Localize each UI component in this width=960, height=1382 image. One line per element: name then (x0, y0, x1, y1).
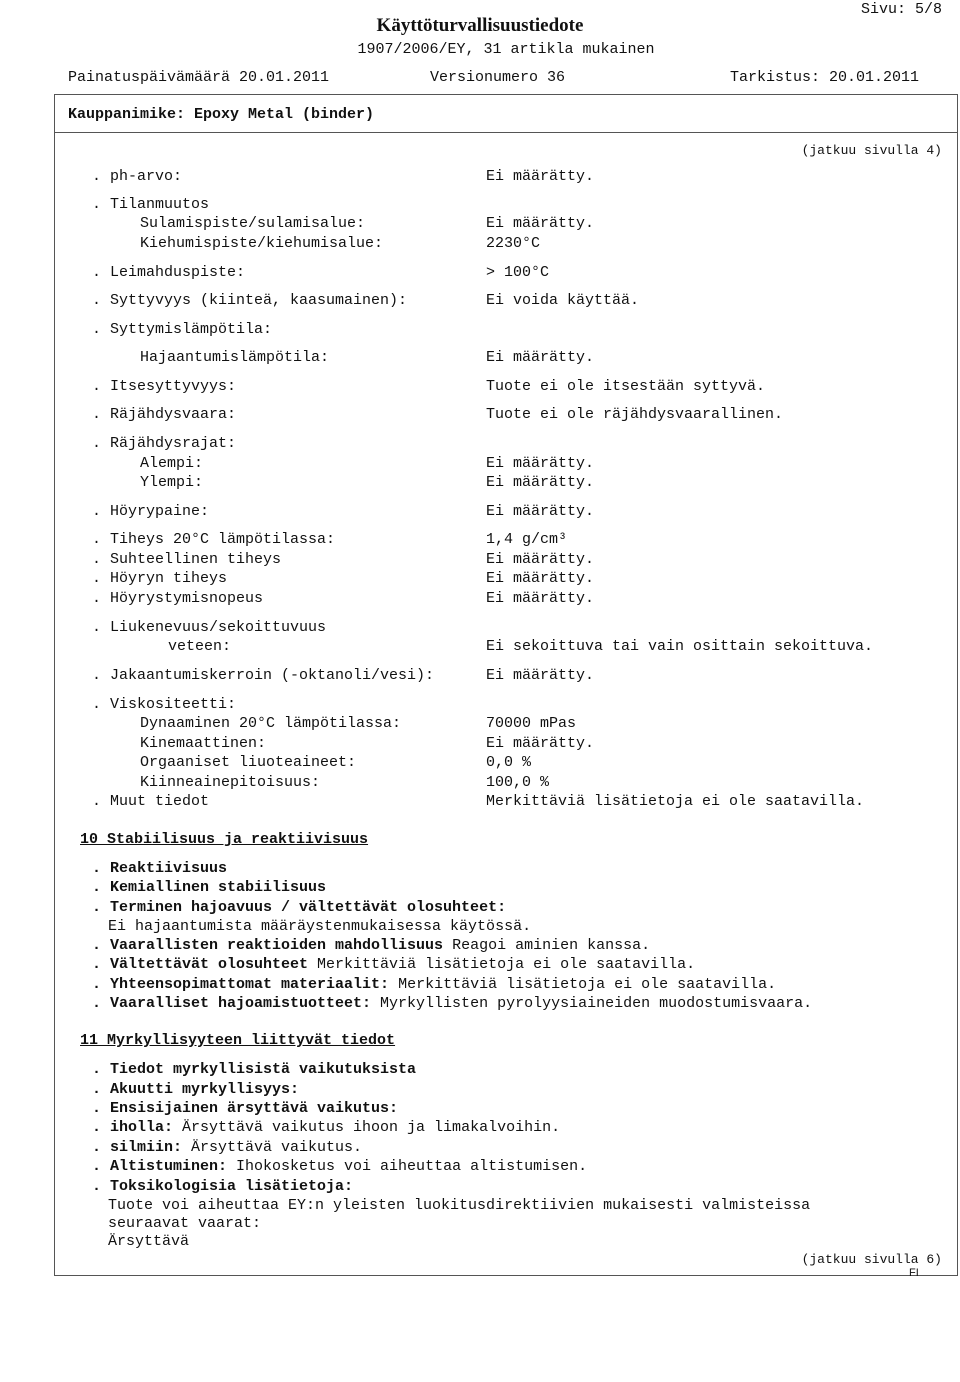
organic-solvents-label: Orgaaniset liuoteaineet: (140, 754, 357, 771)
continued-to: (jatkuu sivulla 6) (801, 1252, 942, 1267)
document-subtitle: 1907/2006/EY, 31 artikla mukainen (357, 41, 655, 58)
state-change-label: . Tilanmuutos (92, 196, 210, 213)
upper-limit-value: Ei määrätty. (486, 474, 595, 491)
skin-effect (92, 1118, 560, 1137)
acute-toxicity-label: . Akuutti myrkyllisyys: (92, 1081, 300, 1098)
toxicological-info-line-1: Tuote voi aiheuttaa EY:n yleisten luokitusdirektiivien mukaisesti valmisteissa (108, 1197, 811, 1214)
continued-from: (jatkuu sivulla 4) (801, 143, 942, 158)
flammability-value: Ei voida käyttää. (486, 292, 640, 309)
document-title: Käyttöturvallisuustiedote (376, 15, 584, 36)
explosion-value: Tuote ei ole räjähdysvaarallinen. (486, 406, 784, 423)
exposure-text: Ihokosketus voi aiheuttaa altistumisen. (227, 1158, 588, 1175)
solids-content-value: 100,0 % (486, 774, 550, 791)
exposure-label: . Altistuminen: (92, 1158, 228, 1175)
solubility-label: . Liukenevuus/sekoittuvuus (92, 619, 327, 636)
lower-limit-label: Alempi: (140, 455, 204, 472)
explosion-label: . Räjähdysvaara: (92, 406, 237, 423)
thermal-decomposition-label: . Terminen hajoavuus / vältettävät olosuhteet: (92, 899, 507, 916)
flash-point-value: > 100°C (486, 264, 550, 281)
self-ignition-label: . Itsesyttyvyys: (92, 378, 237, 395)
toxic-effects-label: . Tiedot myrkyllisistä vaikutuksista (92, 1061, 417, 1078)
flash-point-label: . Leimahduspiste: (92, 264, 246, 281)
primary-irritant-label: . Ensisijainen ärsyttävä vaikutus: (92, 1100, 399, 1117)
incompatible-materials-text: Merkittäviä lisätietoja ei ole saatavilla. (389, 976, 777, 993)
density-value: 1,4 g/cm³ (486, 531, 568, 548)
section-10-heading: 10 Stabiilisuus ja reaktiivisuus (80, 831, 369, 848)
page-number: Sivu: 5/8 (860, 1, 942, 18)
conditions-to-avoid-text: Merkittäviä lisätietoja ei ole saatavilla. (308, 956, 696, 973)
melting-value: Ei määrätty. (486, 215, 595, 232)
hazardous-reactions-text: Reagoi aminien kanssa. (443, 937, 651, 954)
dynamic-viscosity-value: 70000 mPas (486, 715, 577, 732)
flammability-label: . Syttyvyys (kiinteä, kaasumainen): (92, 292, 408, 309)
section-11-heading: 11 Myrkyllisyyteen liittyvät tiedot (80, 1032, 396, 1049)
vapour-pressure-label: . Höyrypaine: (92, 503, 210, 520)
decomposition-products-label: . Vaaralliset hajoamistuotteet: (92, 995, 372, 1012)
kinematic-viscosity-label: Kinemaattinen: (140, 735, 267, 752)
evaporation-rate-value: Ei määrätty. (486, 590, 595, 607)
boiling-value: 2230°C (486, 235, 541, 252)
language-code: FI (909, 1267, 919, 1279)
decomposition-temp-value: Ei määrätty. (486, 349, 595, 366)
eye-effect-text: Ärsyttävä vaikutus. (182, 1139, 363, 1156)
lower-limit-value: Ei määrätty. (486, 455, 595, 472)
decomposition-temp-label: Hajaantumislämpötila: (140, 349, 330, 366)
conditions-to-avoid-label: . Vältettävät olosuhteet (92, 956, 309, 973)
organic-solvents-value: 0,0 % (486, 754, 532, 771)
upper-limit-label: Ylempi: (140, 474, 204, 491)
eye-effect-label: . silmiin: (92, 1139, 183, 1156)
skin-effect-label: . iholla: (92, 1119, 174, 1136)
product-divider (54, 132, 958, 133)
vapour-pressure-value: Ei määrätty. (486, 503, 595, 520)
toxicological-info-line-3: Ärsyttävä (108, 1233, 190, 1250)
thermal-decomposition-text: Ei hajaantumista määräystenmukaisessa käytössä. (108, 918, 532, 935)
relative-density-label: . Suhteellinen tiheys (92, 551, 282, 568)
water-solubility-label: veteen: (168, 638, 232, 655)
incompatible-materials (92, 975, 776, 994)
viscosity-label: . Viskositeetti: (92, 696, 237, 713)
skin-effect-text: Ärsyttävä vaikutus ihoon ja limakalvoihin. (173, 1119, 561, 1136)
product-name: Kauppanimike: Epoxy Metal (binder) (68, 106, 375, 123)
decomposition-products (92, 994, 812, 1013)
toxicological-info-line-2: seuraavat vaarat: (108, 1215, 262, 1232)
decomposition-products-text: Myrkyllisten pyrolyysiaineiden muodostumisvaara. (371, 995, 813, 1012)
water-solubility-value: Ei sekoittuva tai vain osittain sekoittuva. (486, 638, 874, 655)
hazardous-reactions-label: . Vaarallisten reaktioiden mahdollisuus (92, 937, 444, 954)
relative-density-value: Ei määrätty. (486, 551, 595, 568)
self-ignition-value: Tuote ei ole itsestään syttyvä. (486, 378, 766, 395)
evaporation-rate-label: . Höyrystymisnopeus (92, 590, 264, 607)
version-number: Versionumero 36 (430, 69, 566, 86)
dynamic-viscosity-label: Dynaaminen 20°C lämpötilassa: (140, 715, 402, 732)
other-info-label: . Muut tiedot (92, 793, 210, 810)
hazardous-reactions (92, 936, 650, 955)
kinematic-viscosity-value: Ei määrätty. (486, 735, 595, 752)
incompatible-materials-label: . Yhteensopimattomat materiaalit: (92, 976, 390, 993)
eye-effect (92, 1138, 362, 1157)
vapour-density-label: . Höyryn tiheys (92, 570, 228, 587)
toxicological-info-label: . Toksikologisia lisätietoja: (92, 1178, 354, 1195)
reactivity-label: . Reaktiivisuus (92, 860, 228, 877)
partition-coefficient-value: Ei määrätty. (486, 667, 595, 684)
conditions-to-avoid (92, 955, 695, 974)
ph-label: . ph-arvo: (92, 168, 183, 185)
melting-label: Sulamispiste/sulamisalue: (140, 215, 366, 232)
revision-date: Tarkistus: 20.01.2011 (730, 69, 920, 86)
explosion-limits-label: . Räjähdysrajat: (92, 435, 237, 452)
vapour-density-value: Ei määrätty. (486, 570, 595, 587)
exposure (92, 1157, 587, 1176)
print-date: Painatuspäivämäärä 20.01.2011 (68, 69, 330, 86)
solids-content-label: Kiinneainepitoisuus: (140, 774, 321, 791)
boiling-label: Kiehumispiste/kiehumisalue: (140, 235, 384, 252)
ignition-label: . Syttymislämpötila: (92, 321, 273, 338)
chemical-stability-label: . Kemiallinen stabiilisuus (92, 879, 327, 896)
density-label: . Tiheys 20°C lämpötilassa: (92, 531, 336, 548)
other-info-value: Merkittäviä lisätietoja ei ole saatavilla. (486, 793, 865, 810)
partition-coefficient-label: . Jakaantumiskerroin (-oktanoli/vesi): (92, 667, 435, 684)
ph-value: Ei määrätty. (486, 168, 595, 185)
